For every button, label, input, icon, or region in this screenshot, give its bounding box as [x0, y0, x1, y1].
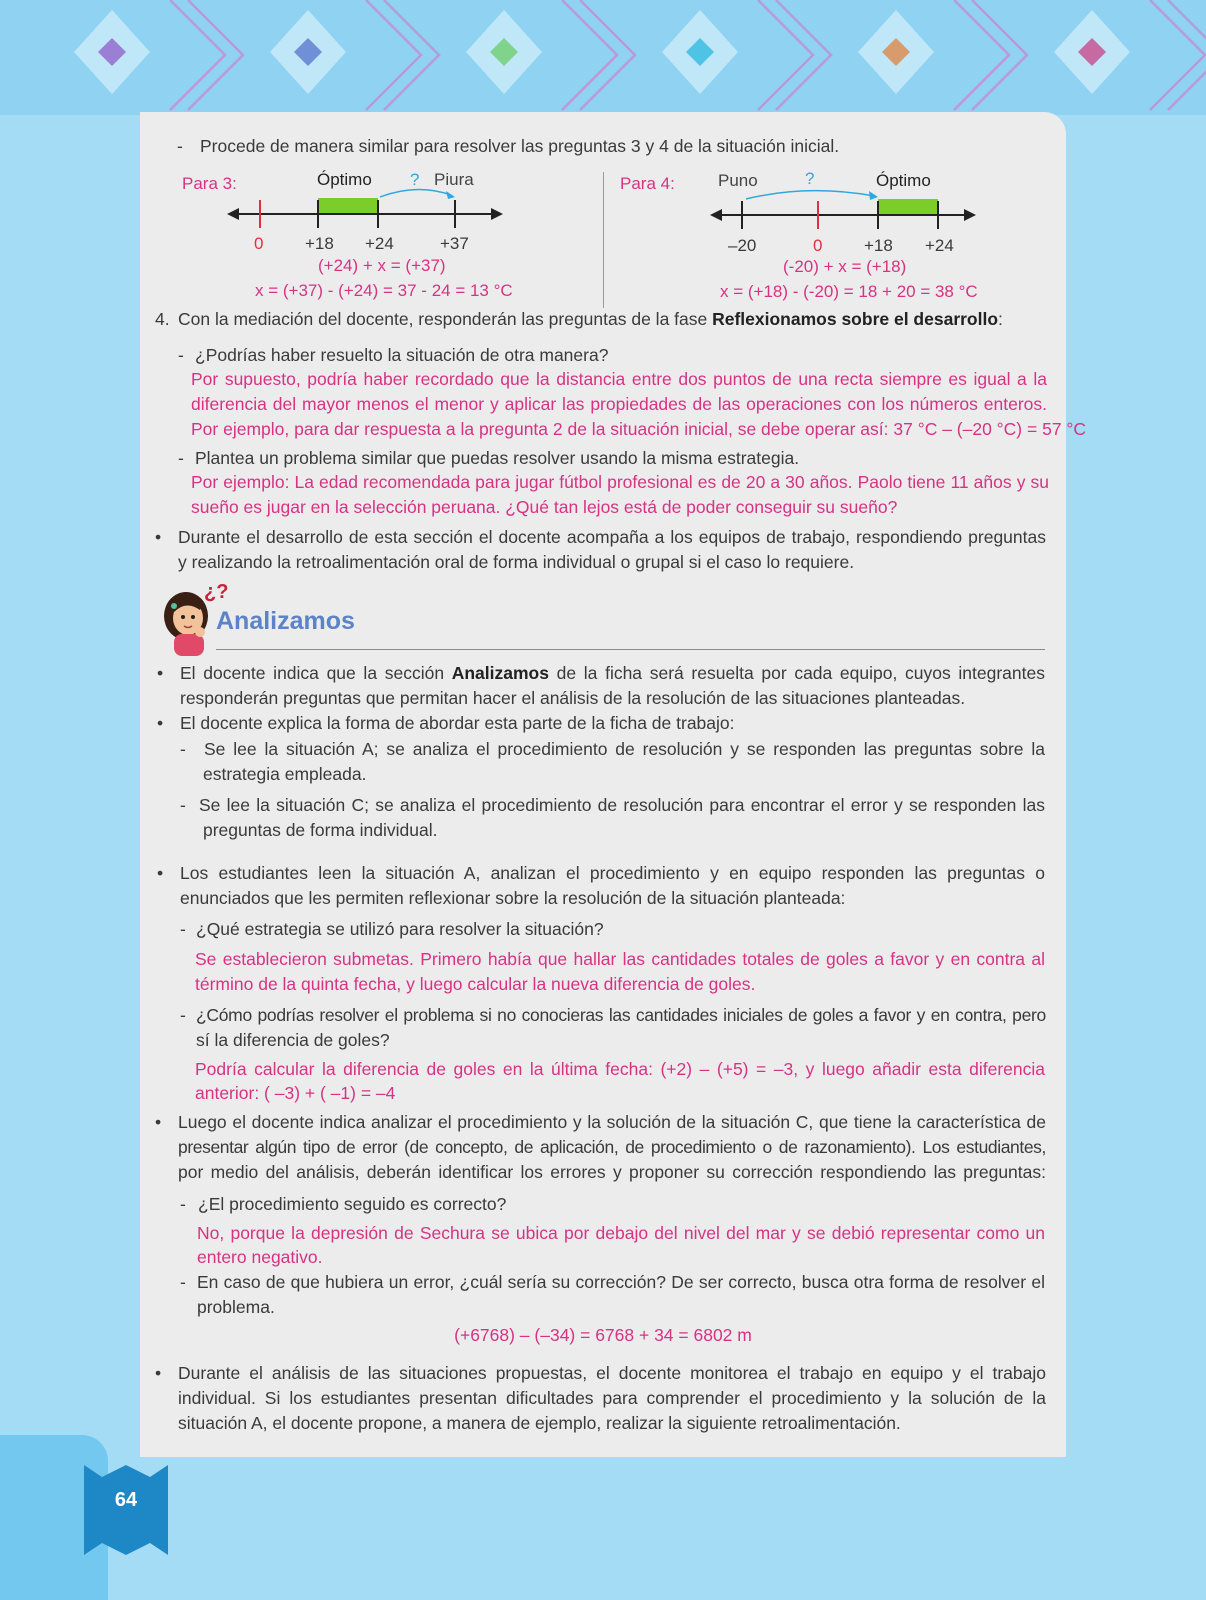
- dash-marker: -: [180, 739, 186, 759]
- number-line-para4: [708, 186, 978, 236]
- q2-question: Plantea un problema similar que puedas resolver usando la misma estrategia.: [195, 448, 800, 468]
- q2-answer-line-2: sueño es jugar en la selección peruana. ¿Qué tan lejos está de poder conseguir su sueño?: [191, 497, 898, 517]
- q1-answer-line-2: diferencia del mayor menos el menor y aplicar las propiedades de las operaciones con los números enteros.: [191, 394, 1047, 414]
- q1-question: ¿Podrías haber resuelto la situación de otra manera?: [195, 345, 609, 365]
- intro-text: Procede de manera similar para resolver las preguntas 3 y 4 de la situación inicial.: [200, 136, 840, 156]
- para3-tick-24: +24: [365, 234, 394, 253]
- b1-line-1: [180, 661, 1045, 686]
- para4-tick-24: +24: [925, 236, 954, 255]
- bullet-dev-line-1: Durante el desarrollo de esta sección el docente acompaña a los equipos de trabajo, respondiendo preguntas: [178, 527, 1046, 547]
- section-rule: [216, 649, 1045, 650]
- b4-question-2-line-1: En caso de que hubiera un error, ¿cuál sería su corrección? De ser correcto, busca otra forma de resolver el: [197, 1272, 1045, 1292]
- dash-marker: -: [177, 136, 183, 156]
- b2-sub2-line-1: Se lee la situación C; se analiza el procedimiento de resolución para encontrar el error y se responden las: [199, 795, 1045, 815]
- bullet-icon: •: [157, 713, 164, 733]
- arrow-right-icon: [491, 208, 503, 220]
- item4-lead: Con la mediación del docente, responderán las preguntas de la fase: [178, 309, 713, 329]
- b1-post: de la ficha será resuelta por cada equipo, cuyos integrantes: [548, 663, 1045, 683]
- b2-sub2-line-2: preguntas de forma individual.: [203, 820, 438, 840]
- b5-line-1: Durante el análisis de las situaciones propuestas, el docente monitorea el trabajo en equipo y el trabajo: [178, 1363, 1046, 1383]
- b3-answer-2-line-2: anterior: ( –3) + ( –1) = –4: [195, 1083, 396, 1103]
- para4-tick-0: 0: [813, 236, 823, 255]
- jump-arrow: [746, 191, 874, 199]
- b3-answer-1-line-1: Se establecieron submetas. Primero había que hallar las cantidades totales de goles a favor y en contra al: [195, 949, 1045, 969]
- section-title: Analizamos: [216, 607, 355, 635]
- item4-number: 4.: [155, 309, 170, 329]
- para4-puno-label: Puno: [718, 171, 758, 190]
- b2-text: El docente explica la forma de abordar esta parte de la ficha de trabajo:: [180, 713, 735, 733]
- b2-sub1-line-2: estrategia empleada.: [203, 764, 367, 784]
- dash-marker: -: [180, 795, 186, 815]
- optimo-segment: [318, 198, 378, 214]
- b4-answer-1-line-2: entero negativo.: [197, 1247, 323, 1267]
- arrow-head-icon: [446, 191, 455, 199]
- dash-marker: -: [180, 1272, 186, 1292]
- q1-answer-line-3: Por ejemplo, para dar respuesta a la pregunta 2 de la situación inicial, se debe operar así: 37 °C – (–20 °C) = 57 °C: [191, 419, 1087, 439]
- arrow-left-icon: [227, 208, 239, 220]
- para4-tick-18: +18: [864, 236, 893, 255]
- para3-label: Para 3:: [182, 174, 237, 193]
- item4-text: [178, 307, 1003, 332]
- b4-question-2-line-2: problema.: [197, 1297, 275, 1317]
- para4-label: Para 4:: [620, 174, 675, 193]
- b3-answer-2-line-1: Podría calcular la diferencia de goles en la última fecha: (+2) – (+5) = –3, y luego añadir esta diferencia: [195, 1059, 1045, 1079]
- banner-pattern: [0, 0, 1206, 115]
- para4-tick-minus20: –20: [728, 236, 757, 255]
- para3-equation: (+24) + x = (+37): [318, 256, 446, 275]
- optimo-segment: [878, 199, 938, 215]
- para4-solution: x = (+18) - (-20) = 18 + 20 = 38 °C: [720, 282, 978, 301]
- b3-question-2-line-1: ¿Cómo podrías resolver el problema si no conocieras las cantidades iniciales de goles a favor y en contra, pero: [196, 1005, 1046, 1025]
- item4-bold: Reflexionamos sobre el desarrollo: [712, 309, 999, 329]
- b3-answer-1-line-2: término de la quinta fecha, y luego calcular la nueva diferencia de goles.: [195, 974, 756, 994]
- para3-question-mark: ?: [410, 170, 420, 189]
- dash-marker: -: [178, 448, 184, 468]
- b4-formula: (+6768) – (–34) = 6768 + 34 = 6802 m: [454, 1325, 752, 1345]
- b3-question-1: ¿Qué estrategia se utilizó para resolver la situación?: [196, 919, 604, 939]
- b4-line-3: por medio del análisis, deberán identificar los errores y proponer su corrección respondiendo las preguntas:: [178, 1162, 1046, 1182]
- b5-line-2: individual. Si los estudiantes presentan dificultades para comprender el procedimiento y la solución de la: [178, 1388, 1046, 1408]
- b5-line-3: situación A, el docente propone, a manera de ejemplo, realizar la siguiente retroalimentación.: [178, 1413, 901, 1433]
- para3-optimo-label: Óptimo: [317, 170, 372, 189]
- arrow-left-icon: [710, 209, 722, 221]
- b4-line-1: Luego el docente indica analizar el procedimiento y la solución de la situación C, que tiene la característica de: [178, 1112, 1046, 1132]
- para4-question-mark: ?: [805, 169, 815, 188]
- page-number: 64: [114, 1489, 138, 1511]
- b3-line-2: enunciados que les permiten reflexionar sobre la resolución de la situación planteada:: [180, 888, 846, 908]
- para4-equation: (-20) + x = (+18): [783, 257, 907, 276]
- bullet-icon: •: [157, 863, 164, 883]
- dash-marker: -: [178, 345, 184, 365]
- bullet-dev-line-2: y realizando la retroalimentación oral de forma individual o grupal si el caso lo requiere.: [178, 552, 855, 572]
- bullet-icon: •: [155, 527, 162, 547]
- para4-optimo-label: Óptimo: [876, 171, 931, 190]
- b1-bold: Analizamos: [451, 663, 549, 683]
- column-divider: [603, 172, 604, 308]
- bullet-icon: •: [155, 1112, 162, 1132]
- para3-tick-0: 0: [254, 234, 264, 253]
- b3-question-2-line-2: sí la diferencia de goles?: [196, 1030, 390, 1050]
- b4-answer-1-line-1: No, porque la depresión de Sechura se ubica por debajo del nivel del mar y se debió representar como un: [197, 1223, 1045, 1243]
- arrow-head-icon: [869, 191, 878, 200]
- bullet-icon: •: [157, 663, 164, 683]
- bullet-icon: •: [155, 1363, 162, 1383]
- para3-piura-label: Piura: [434, 170, 474, 189]
- dash-marker: -: [180, 1194, 186, 1214]
- b2-sub1-line-1: Se lee la situación A; se analiza el procedimiento de resolución y se responden las preguntas sobre la: [204, 739, 1045, 759]
- item4-tail: :: [998, 309, 1003, 329]
- dash-marker: -: [180, 1005, 186, 1025]
- para3-solution: x = (+37) - (+24) = 37 - 24 = 13 °C: [255, 281, 513, 300]
- q2-answer-line-1: Por ejemplo: La edad recomendada para jugar fútbol profesional es de 20 a 30 años. Paolo tiene 11 años y su: [191, 472, 1049, 492]
- number-line-para3: [225, 185, 505, 235]
- question-marks: ¿?: [204, 581, 229, 603]
- q1-answer-line-1: Por supuesto, podría haber recordado que la distancia entre dos puntos de una recta siempre es igual a la: [191, 369, 1047, 389]
- arrow-right-icon: [964, 209, 976, 221]
- dash-marker: -: [180, 919, 186, 939]
- para3-tick-18: +18: [305, 234, 334, 253]
- para3-tick-37: +37: [440, 234, 469, 253]
- b4-line-2: presentar algún tipo de error (de concepto, de aplicación, de procedimiento o de razonamiento). Los estudiantes,: [178, 1137, 1046, 1157]
- b1-lead: El docente indica que la sección: [180, 663, 452, 683]
- b3-line-1: Los estudiantes leen la situación A, analizan el procedimiento y en equipo responden las preguntas o: [180, 863, 1045, 883]
- jump-arrow: [380, 189, 451, 197]
- b1-line-2: responderán preguntas que permitan hacer el análisis de la resolución de las situaciones planteadas.: [180, 688, 966, 708]
- b4-question-1: ¿El procedimiento seguido es correcto?: [198, 1194, 507, 1214]
- decorative-banner: [0, 0, 1206, 115]
